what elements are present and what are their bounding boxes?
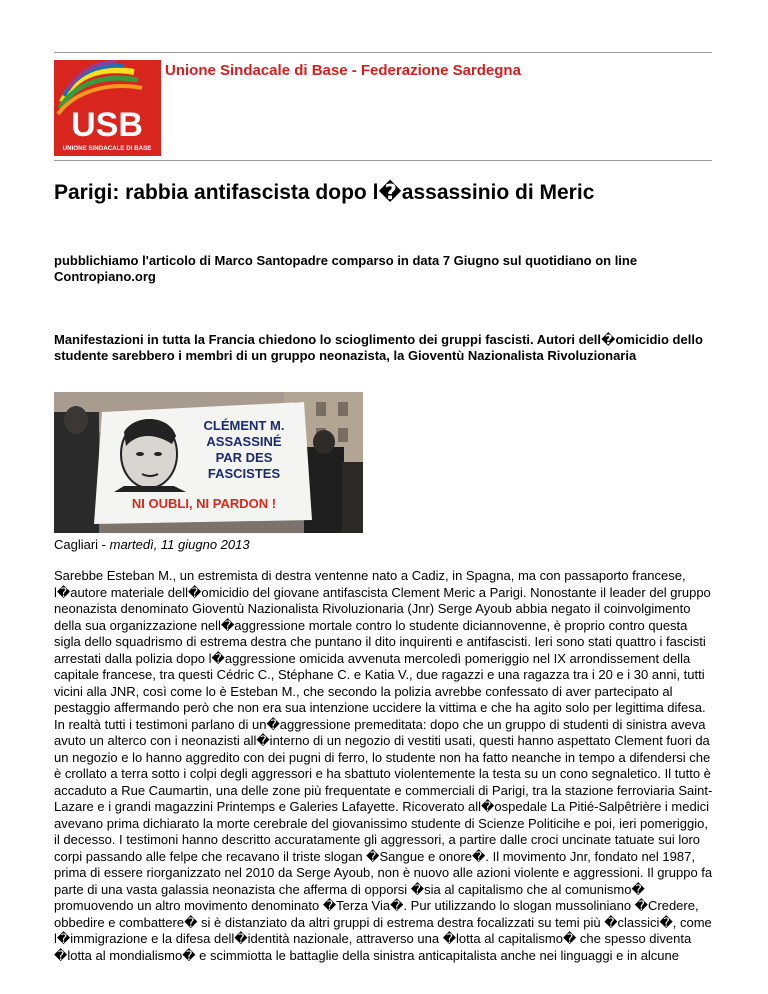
banner-line-4: FASCISTES	[207, 466, 281, 481]
article-lead: pubblichiamo l'articolo di Marco Santopadre comparso in data 7 Giugno sul quotidiano on line Contropiano.org	[54, 253, 638, 284]
banner-line-3: PAR DES	[215, 450, 273, 465]
caption-place: Cagliari -	[54, 537, 110, 552]
article-title: Parigi: rabbia antifascista dopo l�assassinio di Meric	[54, 181, 595, 204]
logo-subtext: UNIONE SINDACALE DI BASE	[62, 145, 152, 152]
article-summary: Manifestazioni in tutta la Francia chiedono lo scioglimento dei gruppi fascisti. Autori dell�omicidio dello studente sarebbero i membri di un gruppo neonazista, la Gioventù Nazionalista Rivoluzionaria	[54, 332, 703, 363]
banner-line-1: CLÉMENT M.	[203, 418, 285, 433]
photo-caption	[54, 537, 250, 553]
article-photo	[54, 392, 363, 533]
usb-logo-graphic	[54, 60, 161, 156]
article-body: Sarebbe Esteban M., un estremista di destra ventenne nato a Cadiz, in Spagna, ma con passaporto francese, l�autore materiale dell�omicidio del giovane antifascista Clement Meric a Parigi. Nonostante il leader del gruppo neonazista denominato Gioventù Nazionalista Rivoluzionaria (Jnr) Serge Ayoub abbia negato il coinvolgimento della sua organizzazione nell�aggressione mortale contro lo studente diciannovenne, è proprio contro questa sigla dello squadrismo di estrema destra che puntano il dito inquirenti e antifascisti. Ieri sono stati quattro i fascisti arrestati dalla polizia dopo l�aggressione omicida avvenuta mercoledì pomeriggio nel IX arrondissement della capitale francese, tra questi Cédric C., Stéphane C. e Katia V., due ragazzi e una ragazza tra i 20 e i 30 anni, tutti vicini alla JNR, così come lo è Esteban M., che secondo la polizia avrebbe confessato di aver partecipato al pestaggio affermando però che non era sua intenzione uccidere la vittima e che ha agito solo per legittima difesa. In realtà tutti i testimoni parlano di un�aggressione premeditata: dopo che un gruppo di studenti di sinistra aveva avuto un alterco con i neonazisti all�interno di un negozio di vestiti usati, questi hanno aspettato Clement fuori da un negozio e lo hanno aggredito con dei pugni di ferro, lo studente non ha fatto neanche in tempo a difendersi che è crollato a terra sotto i colpi degli aggressori e ha sbattuto violentemente la testa su un cono segnaletico. Il tutto è accaduto a Rue Caumartin, una delle zone più frequentate e commerciali di Parigi, tra la stazione ferroviaria Saint-Lazare e i grandi magazzini Printemps e Galeries Lafayette. Ricoverato all�ospedale La Pitié-Salpêtrière i medici avevano prima dichiarato la morte cerebrale del giovanissimo studente di Scienze Politicihe e poi, ieri pomeriggio, il decesso. I testimoni hanno descritto accuratamente gli aggressori, a partire dalle croci uncinate tatuate sui loro corpi passando alle felpe che recavano il triste slogan �Sangue e onore�. Il movimento Jnr, fondato nel 1987, prima di essere riorganizzato nel 2010 da Serge Ayoub, non è nuovo alle azioni violente e aggressioni. Il gruppo fa parte di una vasta galassia neonazista che afferma di opporsi �sia al capitalismo che al comunismo� promuovendo un altro movimento denominato �Terza Via�. Pur utilizzando lo slogan mussoliniano �Credere, obbedire e combattere� si è distanziato da altri gruppi di estrema destra focalizzati su temi più �classici�, come l�immigrazione e la difesa dell�identità nazionale, attraverso una �lotta al capitalismo� che spesso diventa �lotta al mondialismo� e scimmiotta le battaglie della sinistra anticapitalista anche nei linguaggi e in alcune	[54, 568, 713, 963]
logo-text: USB	[71, 106, 143, 144]
caption-date: martedì, 11 giugno 2013	[109, 537, 250, 552]
usb-logo	[54, 60, 161, 156]
banner-line-2: ASSASSINÉ	[206, 434, 282, 449]
top-divider	[54, 52, 712, 53]
banner-line-5: NI OUBLI, NI PARDON !	[131, 496, 277, 511]
header-divider	[54, 160, 712, 161]
protest-photo-graphic	[54, 392, 363, 533]
organization-name: Unione Sindacale di Base - Federazione Sardegna	[165, 62, 521, 79]
